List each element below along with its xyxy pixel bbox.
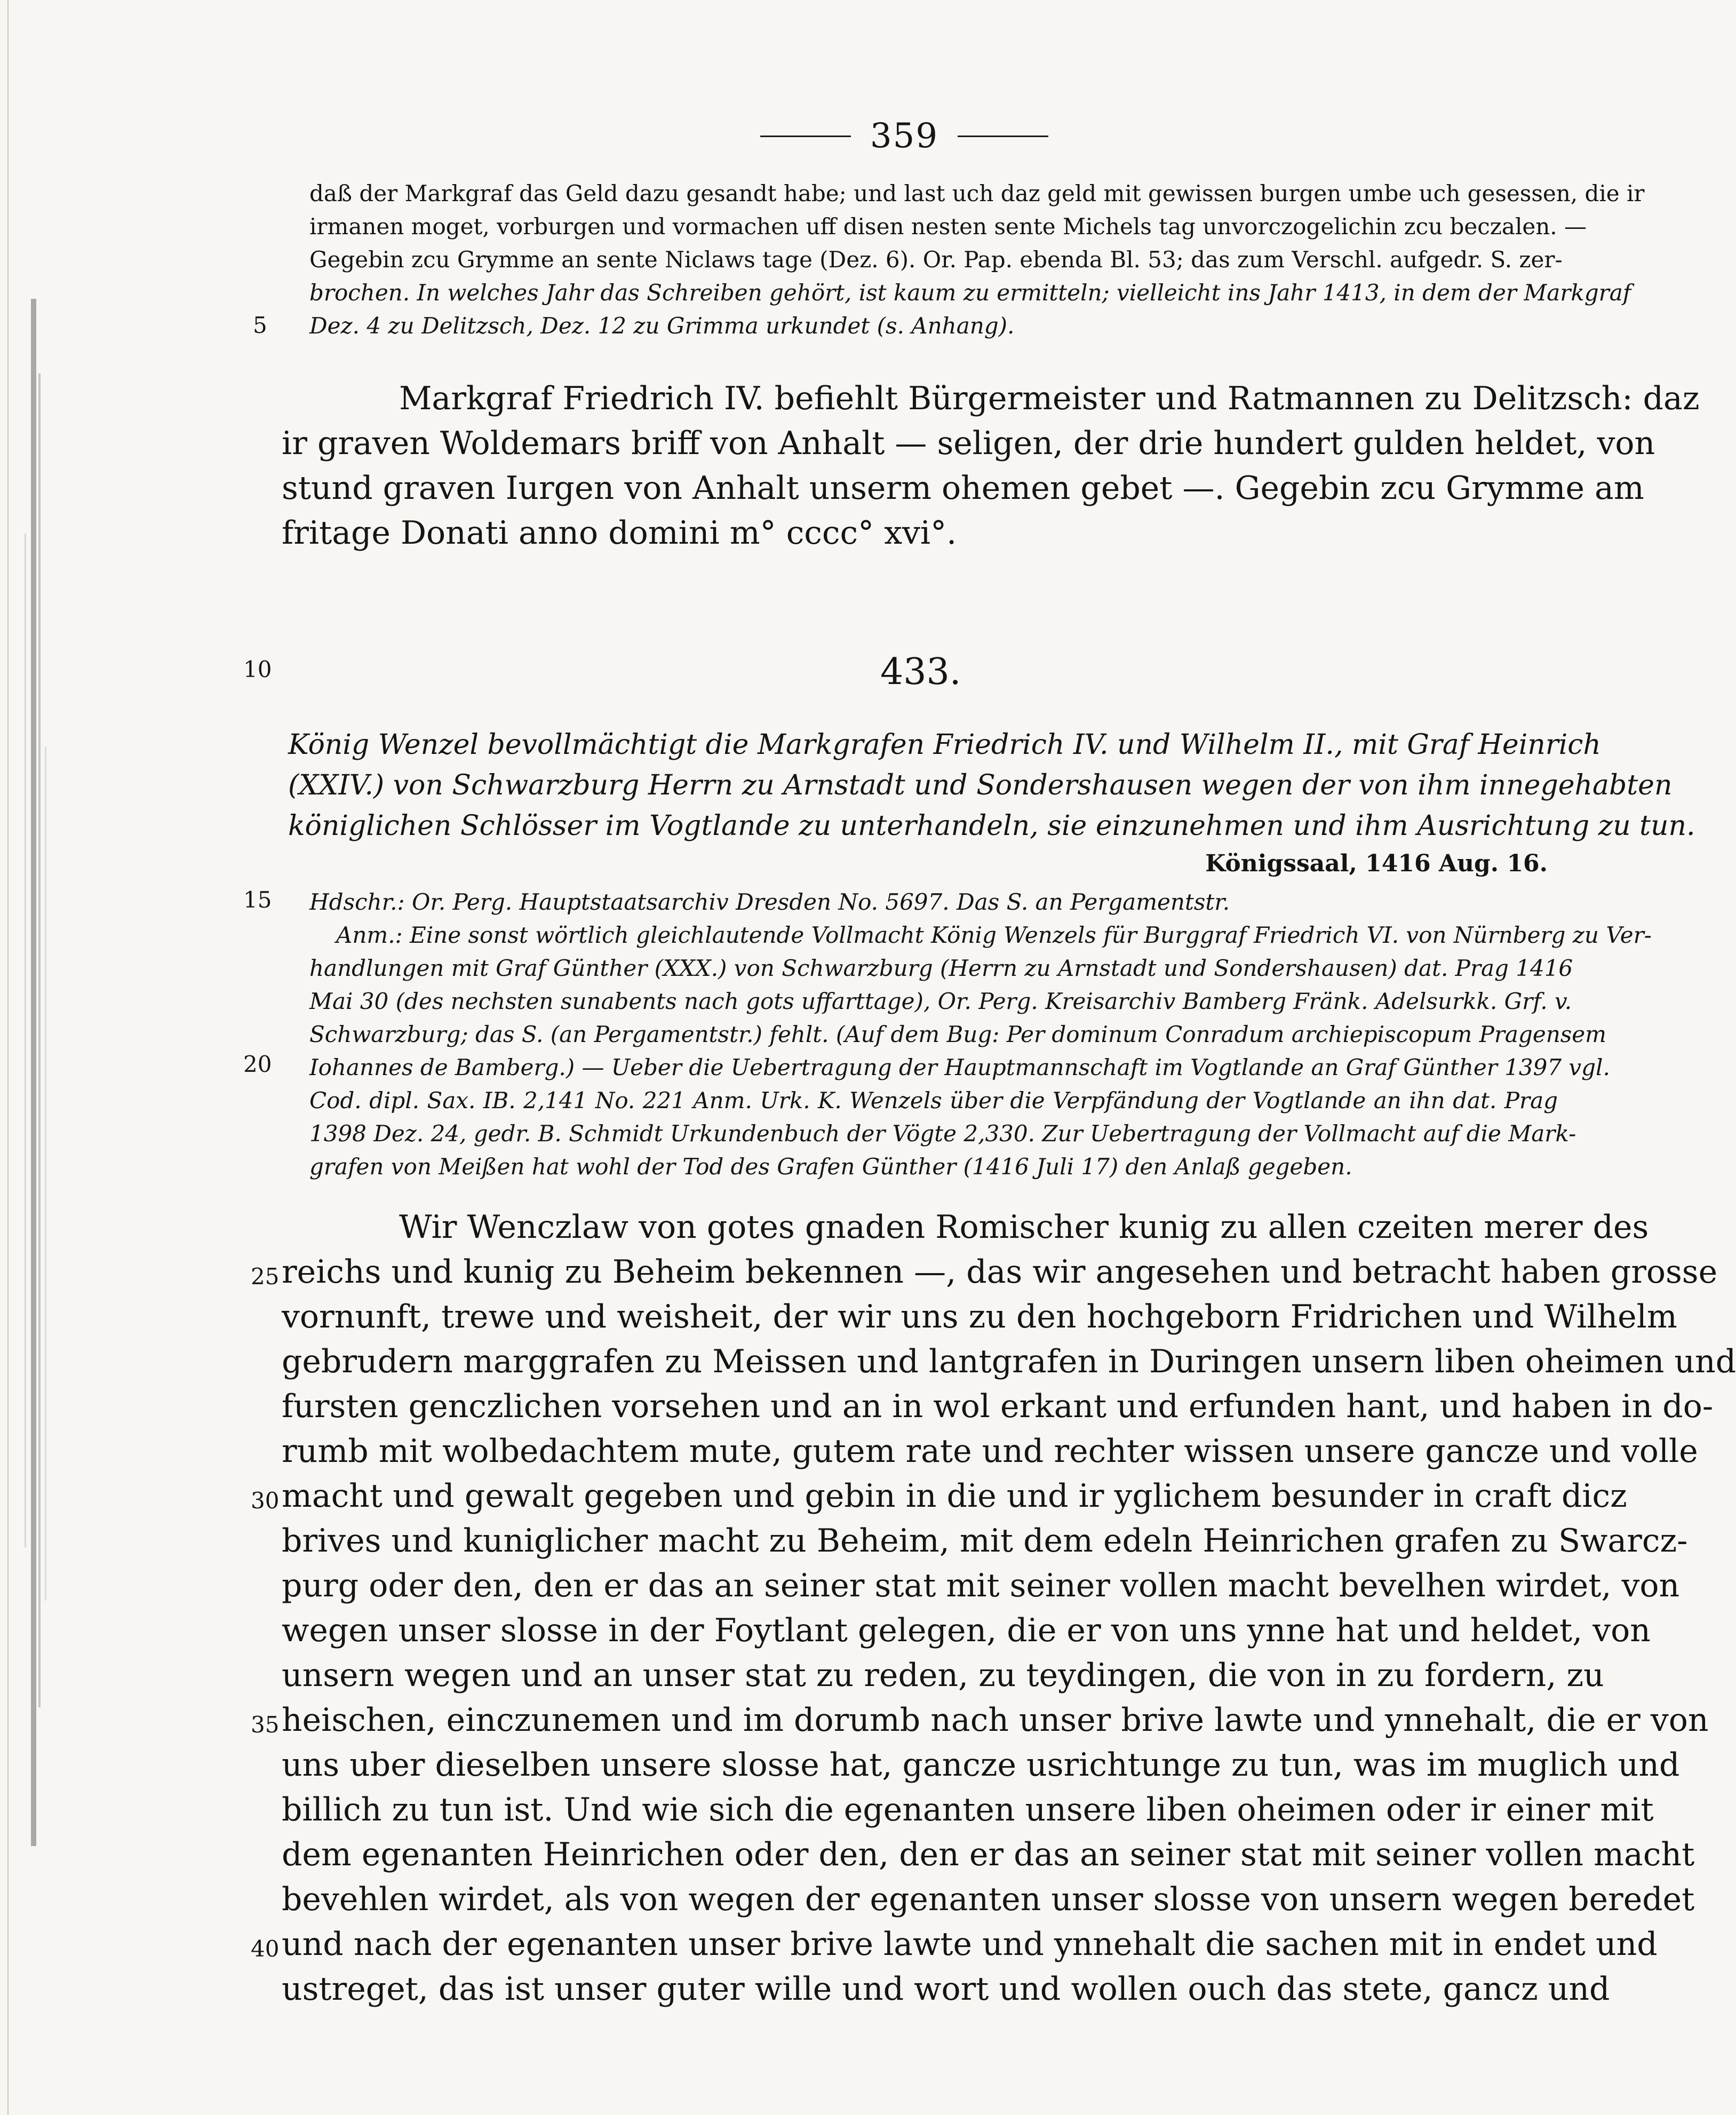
regest-line: König Wenzel bevollmächtigt die Markgrafen Friedrich IV. und Wilhelm II., mit Graf Heinrich [288,729,1601,761]
note-line: Anm.: Eine sonst wörtlich gleichlautende Vollmacht König Wenzels für Burggraf Friedrich VI. von Nürnberg zu Ver- [336,922,1652,948]
paragraph-432-line: fritage Donati anno domini m° cccc° xvi°. [282,514,957,552]
note-line: grafen von Meißen hat wohl der Tod des Grafen Günther (1416 Juli 17) den Anlaß gegeben. [309,1154,1352,1180]
document-number: 433. [880,651,961,693]
main-text-line: fursten genczlichen vorsehen und an in wol erkant und erfunden hant, und haben in do- [282,1388,1714,1425]
line-number: 10 [243,656,272,682]
line-number: 5 [253,312,267,338]
regest-line: (XXIV.) von Schwarzburg Herrn zu Arnstadt und Sondershausen wegen der von ihm innegehabten [288,769,1673,801]
note-line: Mai 30 (des nechsten sunabents nach gots uffarttage), Or. Perg. Kreisarchiv Bamberg Fränk. Adelsurkk. Grf. v. [309,988,1572,1014]
top-note-line: Dez. 4 zu Delitzsch, Dez. 12 zu Grimma urkundet (s. Anhang). [309,313,1015,339]
main-text-line: wegen unser slosse in der Foytlant gelegen, die er von uns ynne hat und heldet, von [282,1612,1651,1649]
note-line: Cod. dipl. Sax. IB. 2,141 No. 221 Anm. Urk. K. Wenzels über die Verpfändung der Vogtlande an ihn dat. Prag [309,1087,1558,1114]
paragraph-432-line: ir graven Woldemars briff von Anhalt — seligen, der drie hundert gulden heldet, von [282,425,1655,462]
main-text-line: heischen, einczunemen und im dorumb nach unser brive lawte und ynnehalt, die er von [282,1701,1709,1739]
main-text-line: ustreget, das ist unser guter wille und wort und wollen ouch das stete, gancz und [282,1970,1610,2008]
main-text-line: macht und gewalt gegeben und gebin in die und ir yglichem besunder in craft dicz [282,1477,1627,1515]
header-rule-right [958,136,1048,137]
line-number: 30 [251,1488,280,1514]
main-text-line: reichs und kunig zu Beheim bekennen —, das wir angesehen und betracht haben grosse [282,1253,1718,1291]
main-text-line: dem egenanten Heinrichen oder den, den er das an seiner stat mit seiner vollen macht [282,1836,1695,1873]
main-text-line: bevehlen wirdet, als von wegen der egenanten unser slosse von unsern wegen beredet [282,1881,1695,1918]
line-number: 15 [243,887,272,913]
main-text [282,1205,1736,2011]
regest [288,725,1695,846]
main-text-line: vornunft, trewe und weisheit, der wir uns zu den hochgeborn Fridrichen und Wilhelm [282,1298,1677,1335]
main-text-line: unsern wegen und an unser stat zu reden, zu teydingen, die von in zu fordern, zu [282,1657,1604,1694]
apparatus-notes [309,886,1652,1183]
paragraph-432 [282,376,1700,555]
top-note [309,177,1645,343]
line-number: 40 [251,1936,280,1962]
scan-edge-shadow [0,0,59,2115]
main-text-line: rumb mit wolbedachtem mute, gutem rate und rechter wissen unsere gancze und volle [282,1433,1698,1470]
paragraph-432-line: stund graven Iurgen von Anhalt unserm ohemen gebet —. Gegebin zcu Grymme am [282,470,1644,507]
regest-line: königlichen Schlösser im Vogtlande zu unterhandeln, sie einzunehmen und ihm Ausrichtung zu tun. [288,810,1695,842]
line-number: 20 [243,1051,272,1077]
note-line: Hdschr.: Or. Perg. Hauptstaatsarchiv Dresden No. 5697. Das S. an Pergamentstr. [309,889,1230,915]
top-note-line: daß der Markgraf das Geld dazu gesandt habe; und last uch daz geld mit gewissen burgen umbe uch gesessen, die ir [309,180,1645,206]
header-rule-left [760,136,851,137]
top-note-line: Gegebin zcu Grymme an sente Niclaws tage (Dez. 6). Or. Pap. ebenda Bl. 53; das zum Verschl. aufgedr. S. zer- [309,247,1563,273]
place-date: Königssaal, 1416 Aug. 16. [1205,850,1548,877]
note-line: handlungen mit Graf Günther (XXX.) von Schwarzburg (Herrn zu Arnstadt und Sondershausen) dat. Prag 1416 [309,955,1573,981]
line-number: 25 [251,1263,280,1290]
main-text-line: billich zu tun ist. Und wie sich die egenanten unsere liben oheimen oder ir einer mit [282,1791,1654,1828]
paragraph-432-line: Markgraf Friedrich IV. befiehlt Bürgermeister und Ratmannen zu Delitzsch: daz [399,380,1700,417]
main-text-line: purg oder den, den er das an seiner stat mit seiner vollen macht bevelhen wirdet, von [282,1567,1680,1604]
main-text-line: uns uber dieselben unsere slosse hat, gancze usrichtunge zu tun, was im muglich und [282,1746,1680,1784]
top-note-line: brochen. In welches Jahr das Schreiben gehört, ist kaum zu ermitteln; vielleicht ins Jahr 1413, in dem der Markgraf [309,280,1631,306]
page-number: 359 [870,116,939,156]
main-text-line: Wir Wenczlaw von gotes gnaden Romischer kunig zu allen czeiten merer des [399,1208,1649,1246]
top-note-line: irmanen moget, vorburgen und vormachen uff disen nesten sente Michels tag unvorczogelichin zcu beczalen. — [309,213,1587,240]
page-header [720,112,1088,160]
main-text-line: und nach der egenanten unser brive lawte und ynnehalt die sachen mit in endet und [282,1926,1658,1963]
note-line: Iohannes de Bamberg.) — Ueber die Uebertragung der Hauptmannschaft im Vogtlande an Graf Günther 1397 vgl. [309,1054,1610,1080]
note-line: Schwarzburg; das S. (an Pergamentstr.) fehlt. (Auf dem Bug: Per dominum Conradum archiepiscopum Pragensem [309,1021,1606,1047]
note-line: 1398 Dez. 24, gedr. B. Schmidt Urkundenbuch der Vögte 2,330. Zur Uebertragung der Vollmacht auf die Mark- [309,1120,1576,1147]
line-number: 35 [251,1712,280,1738]
main-text-line: gebrudern marggrafen zu Meissen und lantgrafen in Duringen unsern liben oheimen und [282,1343,1736,1380]
main-text-line: brives und kuniglicher macht zu Beheim, mit dem edeln Heinrichen grafen zu Swarcz- [282,1522,1688,1560]
